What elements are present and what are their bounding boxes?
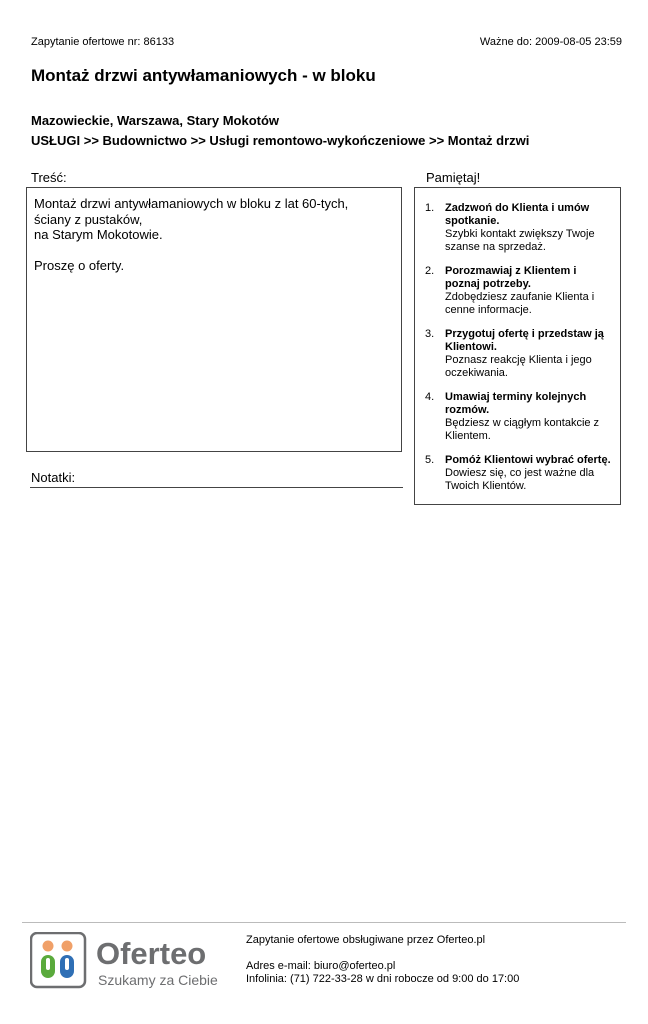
footer-info <box>246 934 519 986</box>
logo-tagline: Szukamy za Ciebie <box>98 972 218 988</box>
oferteo-logo <box>30 932 240 992</box>
valid-until: Ważne do: 2009-08-05 23:59 <box>479 36 622 48</box>
footer-service-line: Zapytanie ofertowe obsługiwane przez Oferteo.pl <box>246 934 486 946</box>
tip-title: Pomóż Klientowi wybrać ofertę. <box>445 454 611 466</box>
notes-divider <box>30 487 403 488</box>
tip-title: Umawiaj terminy kolejnych rozmów. <box>445 391 587 416</box>
tip-number: 1. <box>425 202 435 214</box>
tip-number: 4. <box>425 391 435 403</box>
footer-email: Adres e-mail: biuro@oferteo.pl <box>246 960 396 972</box>
tip-description: Będziesz w ciągłym kontakcie z Klientem. <box>445 417 600 442</box>
tip-number: 5. <box>425 454 435 466</box>
tip-item <box>425 391 612 443</box>
notes-label: Notatki: <box>31 470 76 485</box>
tip-description: Dowiesz się, co jest ważne dla Twoich Klientów. <box>445 467 595 492</box>
content-line: na Starym Mokotowie. <box>34 227 163 242</box>
content-box <box>26 187 402 452</box>
request-number: Zapytanie ofertowe nr: 86133 <box>31 36 175 48</box>
tip-title: Zadzwoń do Klienta i umów spotkanie. <box>445 202 590 227</box>
remember-label: Pamiętaj! <box>426 170 481 185</box>
logo-frame <box>31 933 85 987</box>
logo-head-right <box>62 941 73 952</box>
tip-description: Zdobędziesz zaufanie Klienta i cenne informacje. <box>445 291 595 316</box>
content-line: Proszę o oferty. <box>34 258 125 273</box>
logo-graphic <box>30 932 240 992</box>
tip-item <box>425 202 612 254</box>
location: Mazowieckie, Warszawa, Stary Mokotów <box>31 113 280 128</box>
footer-phone: Infolinia: (71) 722-33-28 w dni robocze od 9:00 do 17:00 <box>246 973 520 985</box>
tip-description: Szybki kontakt zwiększy Twoje szanse na sprzedaż. <box>445 228 595 253</box>
content-line: ściany z pustaków, <box>34 211 143 227</box>
footer-divider <box>22 922 626 923</box>
footer-spacer <box>246 947 519 960</box>
tips-box <box>414 187 621 505</box>
tip-item <box>425 454 612 493</box>
logo-tie-right <box>65 958 69 970</box>
tip-description: Poznasz reakcję Klienta i jego oczekiwania. <box>445 354 592 379</box>
content-line: Montaż drzwi antywłamaniowych w bloku z lat 60-tych, <box>34 196 349 211</box>
tip-item <box>425 265 612 317</box>
tips-list <box>425 202 612 493</box>
logo-head-left <box>43 941 54 952</box>
tip-title: Porozmawiaj z Klientem i poznaj potrzeby. <box>445 265 577 290</box>
logo-wordmark: Oferteo <box>96 936 207 971</box>
logo-tie-left <box>46 958 50 970</box>
tip-item <box>425 328 612 380</box>
page-title: Montaż drzwi antywłamaniowych - w bloku <box>31 66 376 85</box>
content-line <box>34 243 394 259</box>
content-label: Treść: <box>31 170 67 185</box>
tip-number: 2. <box>425 265 435 277</box>
tip-title: Przygotuj ofertę i przedstaw ją Klientowi. <box>445 328 604 353</box>
category-breadcrumb: USŁUGI >> Budownictwo >> Usługi remontowo-wykończeniowe >> Montaż drzwi <box>31 133 530 148</box>
tip-number: 3. <box>425 328 435 340</box>
